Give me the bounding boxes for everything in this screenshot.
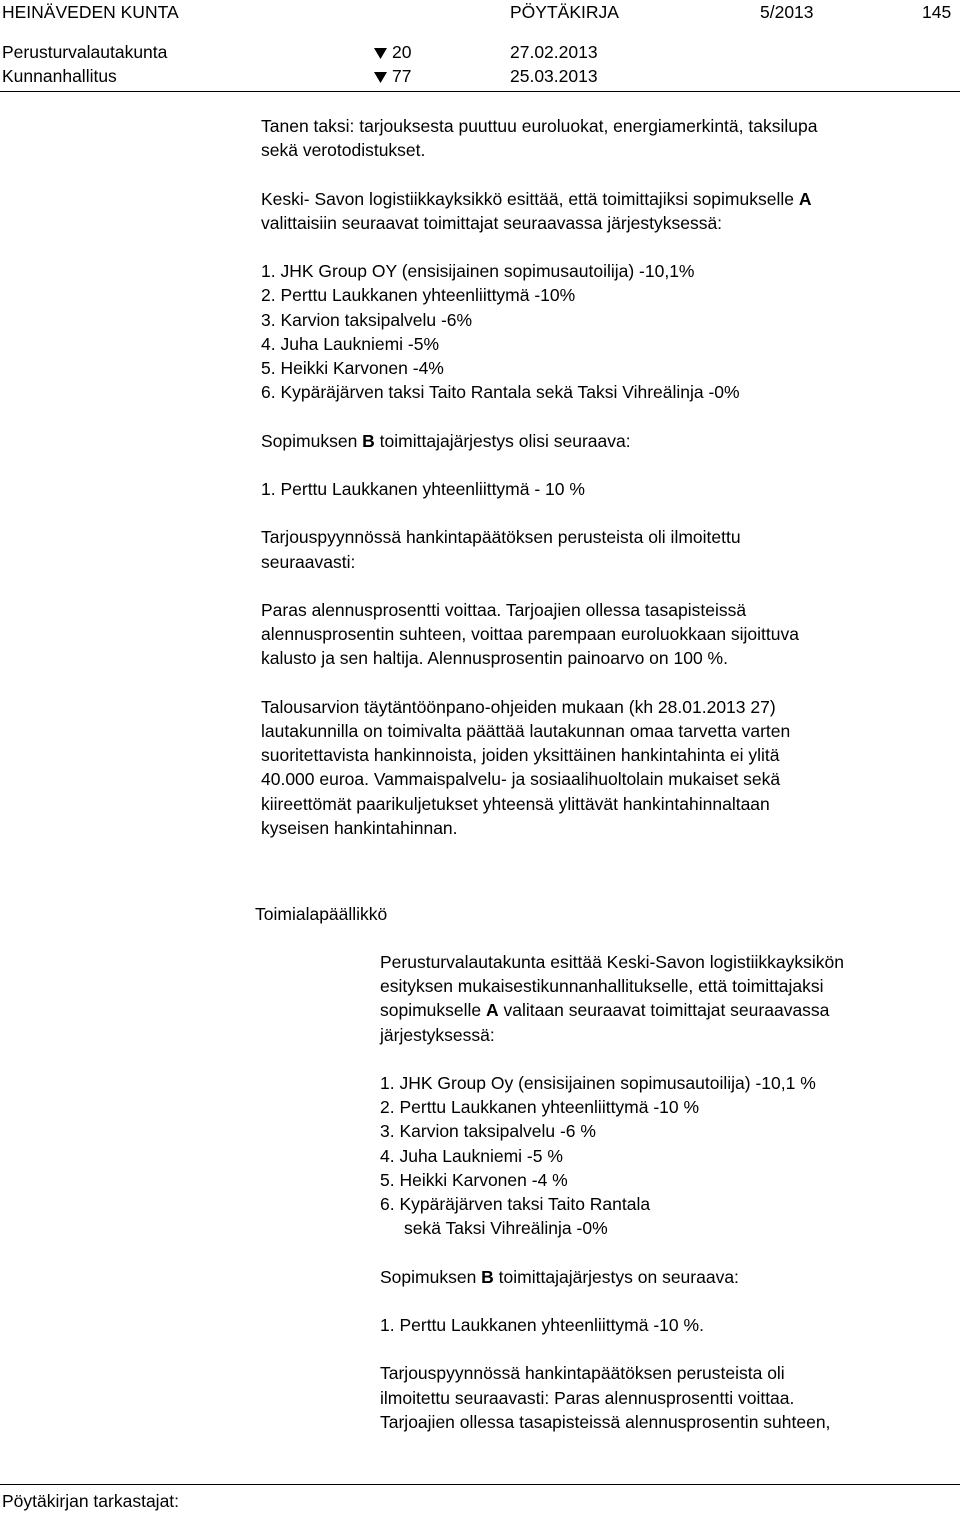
list-item: 2. Perttu Laukkanen yhteenliittymä -10 % <box>380 1097 700 1118</box>
paragraph-line: Tarjouspyynnössä hankintapäätöksen perusteista oli ilmoitettu <box>261 527 741 548</box>
list-item: 3. Karvion taksipalvelu -6% <box>261 309 473 330</box>
proposal-body <box>380 950 844 1434</box>
list-item: 3. Karvion taksipalvelu -6 % <box>380 1121 596 1142</box>
meeting-date-1: 27.02.2013 <box>510 42 598 62</box>
paragraph-line: järjestyksessä: <box>380 1024 495 1045</box>
paragraph-line: ilmoitettu seuraavasti: Paras alennusprosentti voittaa. <box>380 1387 795 1408</box>
meeting-date-2: 25.03.2013 <box>510 66 598 86</box>
list-item-continuation: sekä Taksi Vihreälinja -0% <box>404 1218 608 1239</box>
list-item: 4. Juha Laukniemi -5 % <box>380 1145 563 1166</box>
paragraph-line: kalusto ja sen haltija. Alennusprosentin painoarvo on 100 %. <box>261 648 728 669</box>
main-body <box>261 114 817 840</box>
paragraph-line: Keski- Savon logistiikkayksikkö esittää, että toimittajiksi sopimukselle A <box>261 188 812 209</box>
section-marker-icon <box>374 70 388 84</box>
list-item: 2. Perttu Laukkanen yhteenliittymä -10% <box>261 285 576 306</box>
paragraph-line: Tarjoajien ollessa tasapisteissä alennusprosentin suhteen, <box>380 1411 831 1432</box>
document-type: PÖYTÄKIRJA <box>510 2 619 22</box>
section-marker-icon <box>374 46 388 60</box>
page-number: 145 <box>922 2 952 22</box>
header-divider <box>0 91 960 92</box>
paragraph-line: esityksen mukaisestikunnanhallitukselle, että toimittajaksi <box>380 976 824 997</box>
section-number-2: 77 <box>392 66 412 86</box>
list-item: 1. Perttu Laukkanen yhteenliittymä - 10 % <box>261 478 585 499</box>
proposal-heading: Toimialapäällikkö <box>255 904 388 924</box>
body-name-1: Perusturvalautakunta <box>2 42 168 62</box>
paragraph-line: Perusturvalautakunta esittää Keski-Savon logistiikkayksikön <box>380 952 844 972</box>
paragraph-line: alennusprosentin suhteen, voittaa parempaan euroluokkaan sijoittuva <box>261 624 799 645</box>
paragraph-line: Tarjouspyynnössä hankintapäätöksen perusteista oli <box>380 1363 785 1384</box>
section-number-1: 20 <box>392 42 412 62</box>
paragraph-line: kiireettömät paarikuljetukset yhteensä ylittävät hankintahinnaltaan <box>261 793 770 814</box>
footer-divider <box>0 1484 960 1485</box>
list-item: 5. Heikki Karvonen -4% <box>261 358 444 378</box>
list-item: 6. Kypäräjärven taksi Taito Rantala sekä Taksi Vihreälinja -0% <box>261 382 740 403</box>
list-item: 1. JHK Group OY (ensisijainen sopimusautoilija) -10,1% <box>261 261 695 282</box>
paragraph-line: Sopimuksen B toimittajajärjestys olisi seuraava: <box>261 430 631 451</box>
list-item: 6. Kypäräjärven taksi Taito Rantala <box>380 1194 651 1215</box>
list-item: 1. JHK Group Oy (ensisijainen sopimusautoilija) -10,1 % <box>380 1073 816 1093</box>
list-item: 4. Juha Laukniemi -5% <box>261 333 440 354</box>
paragraph-line: Tanen taksi: tarjouksesta puuttuu euroluokat, energiamerkintä, taksilupa <box>261 116 818 136</box>
paragraph-line: Talousarvion täytäntöönpano-ohjeiden mukaan (kh 28.01.2013 27) <box>261 696 776 717</box>
paragraph-line: sekä verotodistukset. <box>261 140 426 161</box>
municipality-name: HEINÄVEDEN KUNTA <box>2 2 179 22</box>
paragraph-line: lautakunnilla on toimivalta päättää lautakunnan omaa tarvetta varten <box>261 720 791 741</box>
paragraph-line: seuraavasti: <box>261 551 356 572</box>
footer-label: Pöytäkirjan tarkastajat: <box>2 1491 180 1511</box>
paragraph-line: 40.000 euroa. Vammaispalvelu- ja sosiaalihuoltolain mukaiset sekä <box>261 769 781 790</box>
document-number: 5/2013 <box>760 2 814 22</box>
list-item: 5. Heikki Karvonen -4 % <box>380 1169 568 1190</box>
paragraph-line: Sopimuksen B toimittajajärjestys on seuraava: <box>380 1266 739 1287</box>
paragraph-line: valittaisiin seuraavat toimittajat seuraavassa järjestyksessä: <box>261 212 723 233</box>
list-item: 1. Perttu Laukkanen yhteenliittymä -10 %. <box>380 1315 704 1335</box>
paragraph-line: sopimukselle A valitaan seuraavat toimittajat seuraavassa <box>380 1000 830 1021</box>
body-name-2: Kunnanhallitus <box>2 66 117 86</box>
paragraph-line: suoritettavista hankinnoista, joiden yksittäinen hankintahinta ei ylitä <box>261 745 780 766</box>
paragraph-line: Paras alennusprosentti voittaa. Tarjoajien ollessa tasapisteissä <box>261 599 747 620</box>
paragraph-line: kyseisen hankintahinnan. <box>261 817 458 838</box>
